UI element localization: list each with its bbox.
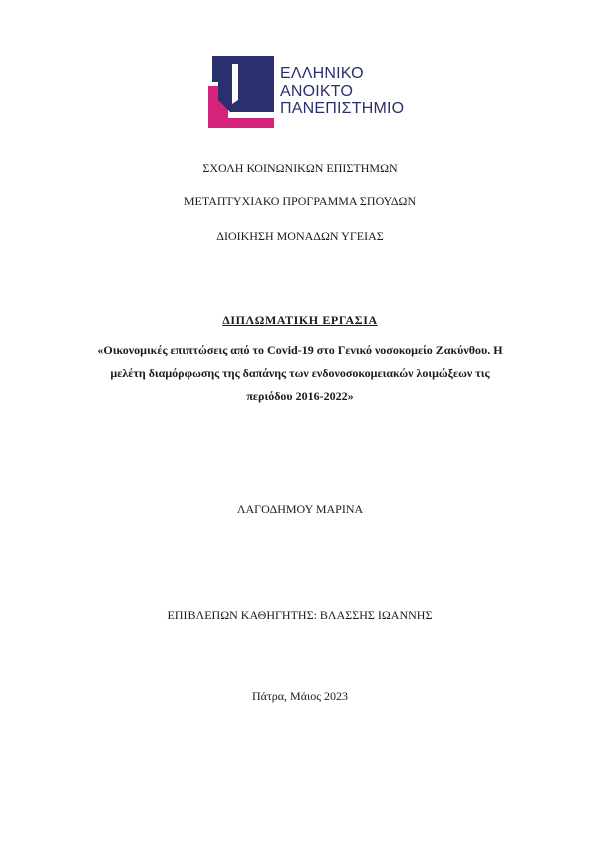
university-logo-text — [280, 65, 404, 118]
university-logo — [208, 56, 408, 128]
logo-line-2: ΑΝΟΙΚΤΟ — [280, 82, 354, 100]
school-heading: ΣΧΟΛΗ ΚΟΙΝΩΝΙΚΩΝ ΕΠΙΣΤΗΜΩΝ — [202, 161, 398, 175]
logo-line-1: ΕΛΛΗΝΙΚΟ — [280, 65, 364, 82]
place-date: Πάτρα, Μάιος 2023 — [252, 689, 348, 703]
thesis-title-line-2: μελέτη διαμόρφωσης της δαπάνης των ενδονοσοκομειακών λοιμώξεων τις — [110, 366, 490, 380]
university-logo-mark — [208, 56, 278, 128]
thesis-title-line-3: περιόδου 2016-2022» — [246, 389, 354, 403]
logo-line-3: ΠΑΝΕΠΙΣΤΗΜΙΟ — [280, 100, 405, 117]
thesis-title-line-1: «Οικονομικές επιπτώσεις από το Covid-19 στο Γενικό νοσοκομείο Ζακύνθου. Η — [97, 343, 503, 357]
program-heading: ΜΕΤΑΠΤΥΧΙΑΚΟ ΠΡΟΓΡΑΜΜΑ ΣΠΟΥΔΩΝ — [183, 194, 417, 208]
thesis-label: ΔΙΠΛΩΜΑΤΙΚΗ ΕΡΓΑΣΙΑ — [222, 313, 378, 327]
supervisor-line: ΕΠΙΒΛΕΠΩΝ ΚΑΘΗΓΗΤΗΣ: ΒΛΑΣΣΗΣ ΙΩΑΝΝΗΣ — [167, 608, 433, 622]
department-heading: ΔΙΟΙΚΗΣΗ ΜΟΝΑΔΩΝ ΥΓΕΙΑΣ — [216, 229, 384, 243]
thesis-title — [90, 339, 510, 408]
author-name: ΛΑΓΟΔΗΜΟΥ ΜΑΡΙΝΑ — [236, 502, 364, 516]
